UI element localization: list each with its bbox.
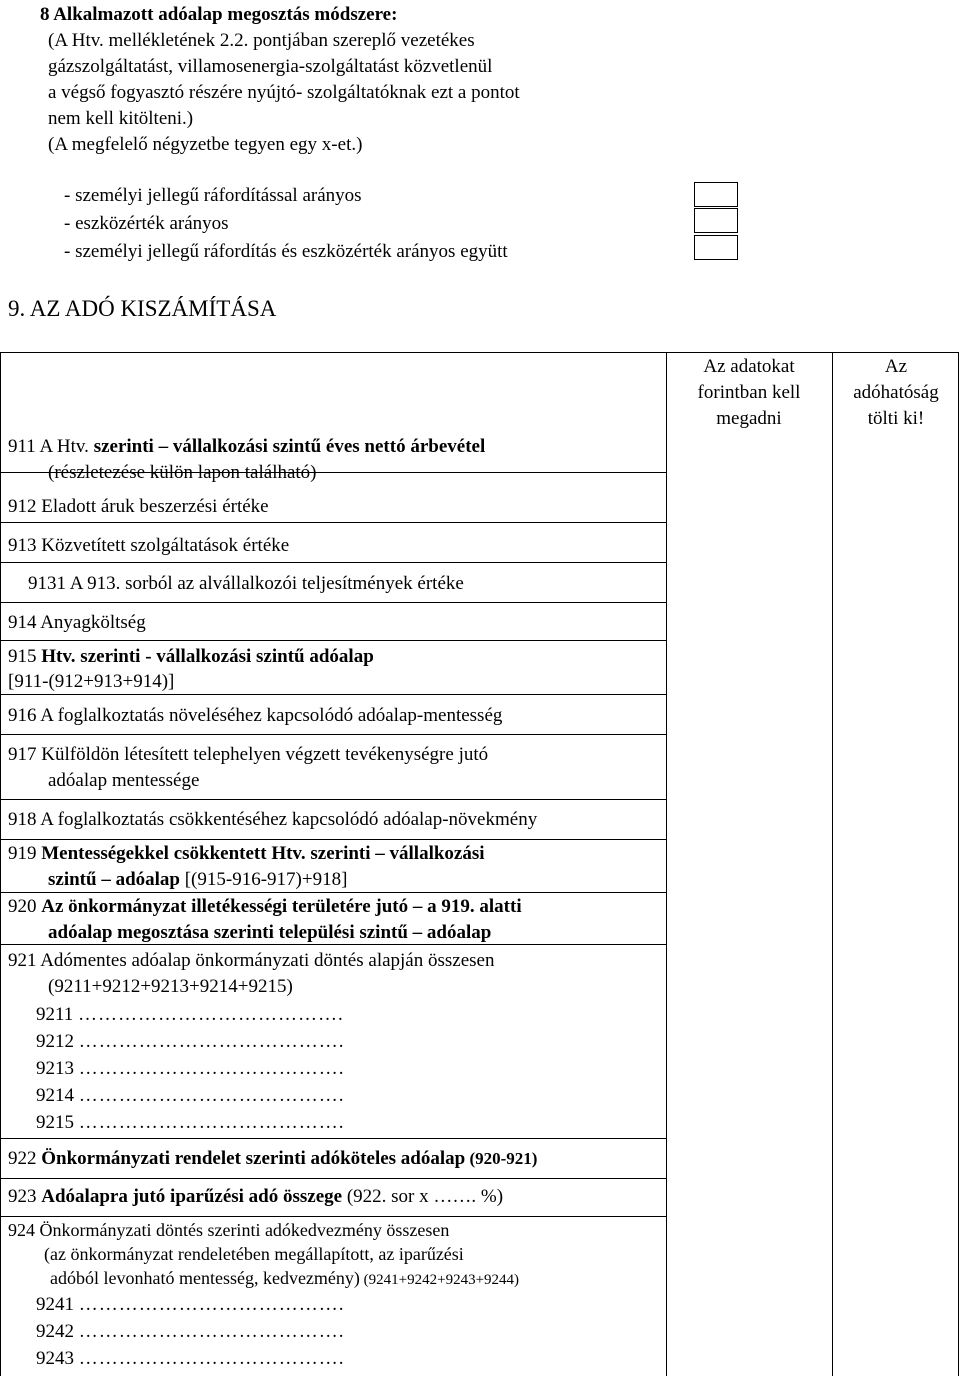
section-8-note-3: a végső fogyasztó részére nyújtó- szolgáltatóknak ezt a pontot: [48, 82, 520, 103]
checkbox-personnel[interactable]: [694, 182, 738, 207]
row-921-label: 921 Adómentes adóalap önkormányzati döntés alapján összesen: [8, 950, 495, 971]
row-9241: 9241 ………………………………….: [36, 1294, 345, 1315]
row-915-formula: [911-(912+913+914)]: [8, 671, 175, 692]
row-922-label: 922 Önkormányzati rendelet szerinti adóköteles adóalap (920-921): [8, 1148, 538, 1169]
checkbox-asset[interactable]: [694, 208, 738, 233]
row-921-formula: (9211+9212+9213+9214+9215): [48, 976, 293, 997]
row-920-label: 920 Az önkormányzat illetékességi területére jutó – a 919. alatti: [8, 896, 522, 917]
row-917-label: 917 Külföldön létesített telephelyen végzett tevékenységre jutó: [8, 744, 489, 765]
row-919-label-cont: szintű – adóalap [(915-916-917)+918]: [48, 869, 348, 890]
option-asset: - eszközérték arányos: [64, 213, 229, 234]
authority-column-header: Az adóhatóság tölti ki!: [853, 356, 939, 429]
tax-calculation-table: [0, 352, 958, 1376]
row-924-note: (az önkormányzat rendeletében megállapított, az iparűzési: [44, 1244, 464, 1264]
option-personnel: - személyi jellegű ráfordítással arányos: [64, 185, 362, 206]
section-8-instruction: (A megfelelő négyzetbe tegyen egy x-et.): [48, 134, 363, 155]
row-913-label: 913 Közvetített szolgáltatások értéke: [8, 535, 290, 556]
section-8: [40, 2, 520, 158]
row-924-label: 924 Önkormányzati döntés szerinti adókedvezmény összesen: [8, 1220, 450, 1240]
row-9242: 9242 ………………………………….: [36, 1321, 345, 1342]
section-8-note-4: nem kell kitölteni.): [48, 108, 194, 129]
row-9243: 9243 ………………………………….: [36, 1348, 345, 1369]
row-923-label: 923 Adóalapra jutó iparűzési adó összege (922. sor x ……. %): [8, 1186, 504, 1207]
row-9215: 9215 ………………………………….: [36, 1112, 345, 1133]
row-9212: 9212 ………………………………….: [36, 1031, 345, 1052]
row-914-label: 914 Anyagköltség: [8, 612, 146, 633]
section-8-note-2: gázszolgáltatást, villamosenergia-szolgáltatást közvetlenül: [48, 56, 493, 77]
row-9131-label: 9131 A 913. sorból az alvállalkozói teljesítmények értéke: [28, 573, 464, 594]
row-924-note-cont: adóból levonható mentesség, kedvezmény) (9241+9242+9243+9244): [50, 1268, 520, 1288]
row-911-label: 911 A Htv. szerinti – vállalkozási szintű éves nettó árbevétel: [8, 436, 486, 457]
option-combined: - személyi jellegű ráfordítás és eszközérték arányos együtt: [64, 241, 508, 262]
section-9-title: 9. AZ ADÓ KISZÁMÍTÁSA: [8, 296, 277, 321]
row-918-label: 918 A foglalkoztatás csökkentéséhez kapcsolódó adóalap-növekmény: [8, 809, 538, 830]
row-9213: 9213 ………………………………….: [36, 1058, 345, 1079]
row-911-note: (részletezése külön lapon található): [48, 462, 317, 483]
section-8-note-1: (A Htv. mellékletének 2.2. pontjában szereplő vezetékes: [48, 30, 475, 51]
row-912-label: 912 Eladott áruk beszerzési értéke: [8, 496, 269, 517]
amount-column-header: Az adatokat forintban kell megadni: [697, 356, 801, 429]
row-919-label: 919 Mentességekkel csökkentett Htv. szerinti – vállalkozási: [8, 843, 485, 864]
method-options: [64, 182, 508, 266]
row-915-label: 915 Htv. szerinti - vállalkozási szintű adóalap: [8, 646, 374, 667]
section-8-heading: 8 Alkalmazott adóalap megosztás módszere:: [40, 4, 398, 25]
row-9214: 9214 ………………………………….: [36, 1085, 345, 1106]
row-916-label: 916 A foglalkoztatás növeléséhez kapcsolódó adóalap-mentesség: [8, 705, 503, 726]
row-920-label-cont: adóalap megosztása szerinti települési szintű – adóalap: [48, 922, 492, 943]
row-9211: 9211 ………………………………….: [36, 1004, 344, 1025]
checkbox-combined[interactable]: [694, 235, 738, 260]
row-917-label-cont: adóalap mentessége: [48, 770, 200, 791]
